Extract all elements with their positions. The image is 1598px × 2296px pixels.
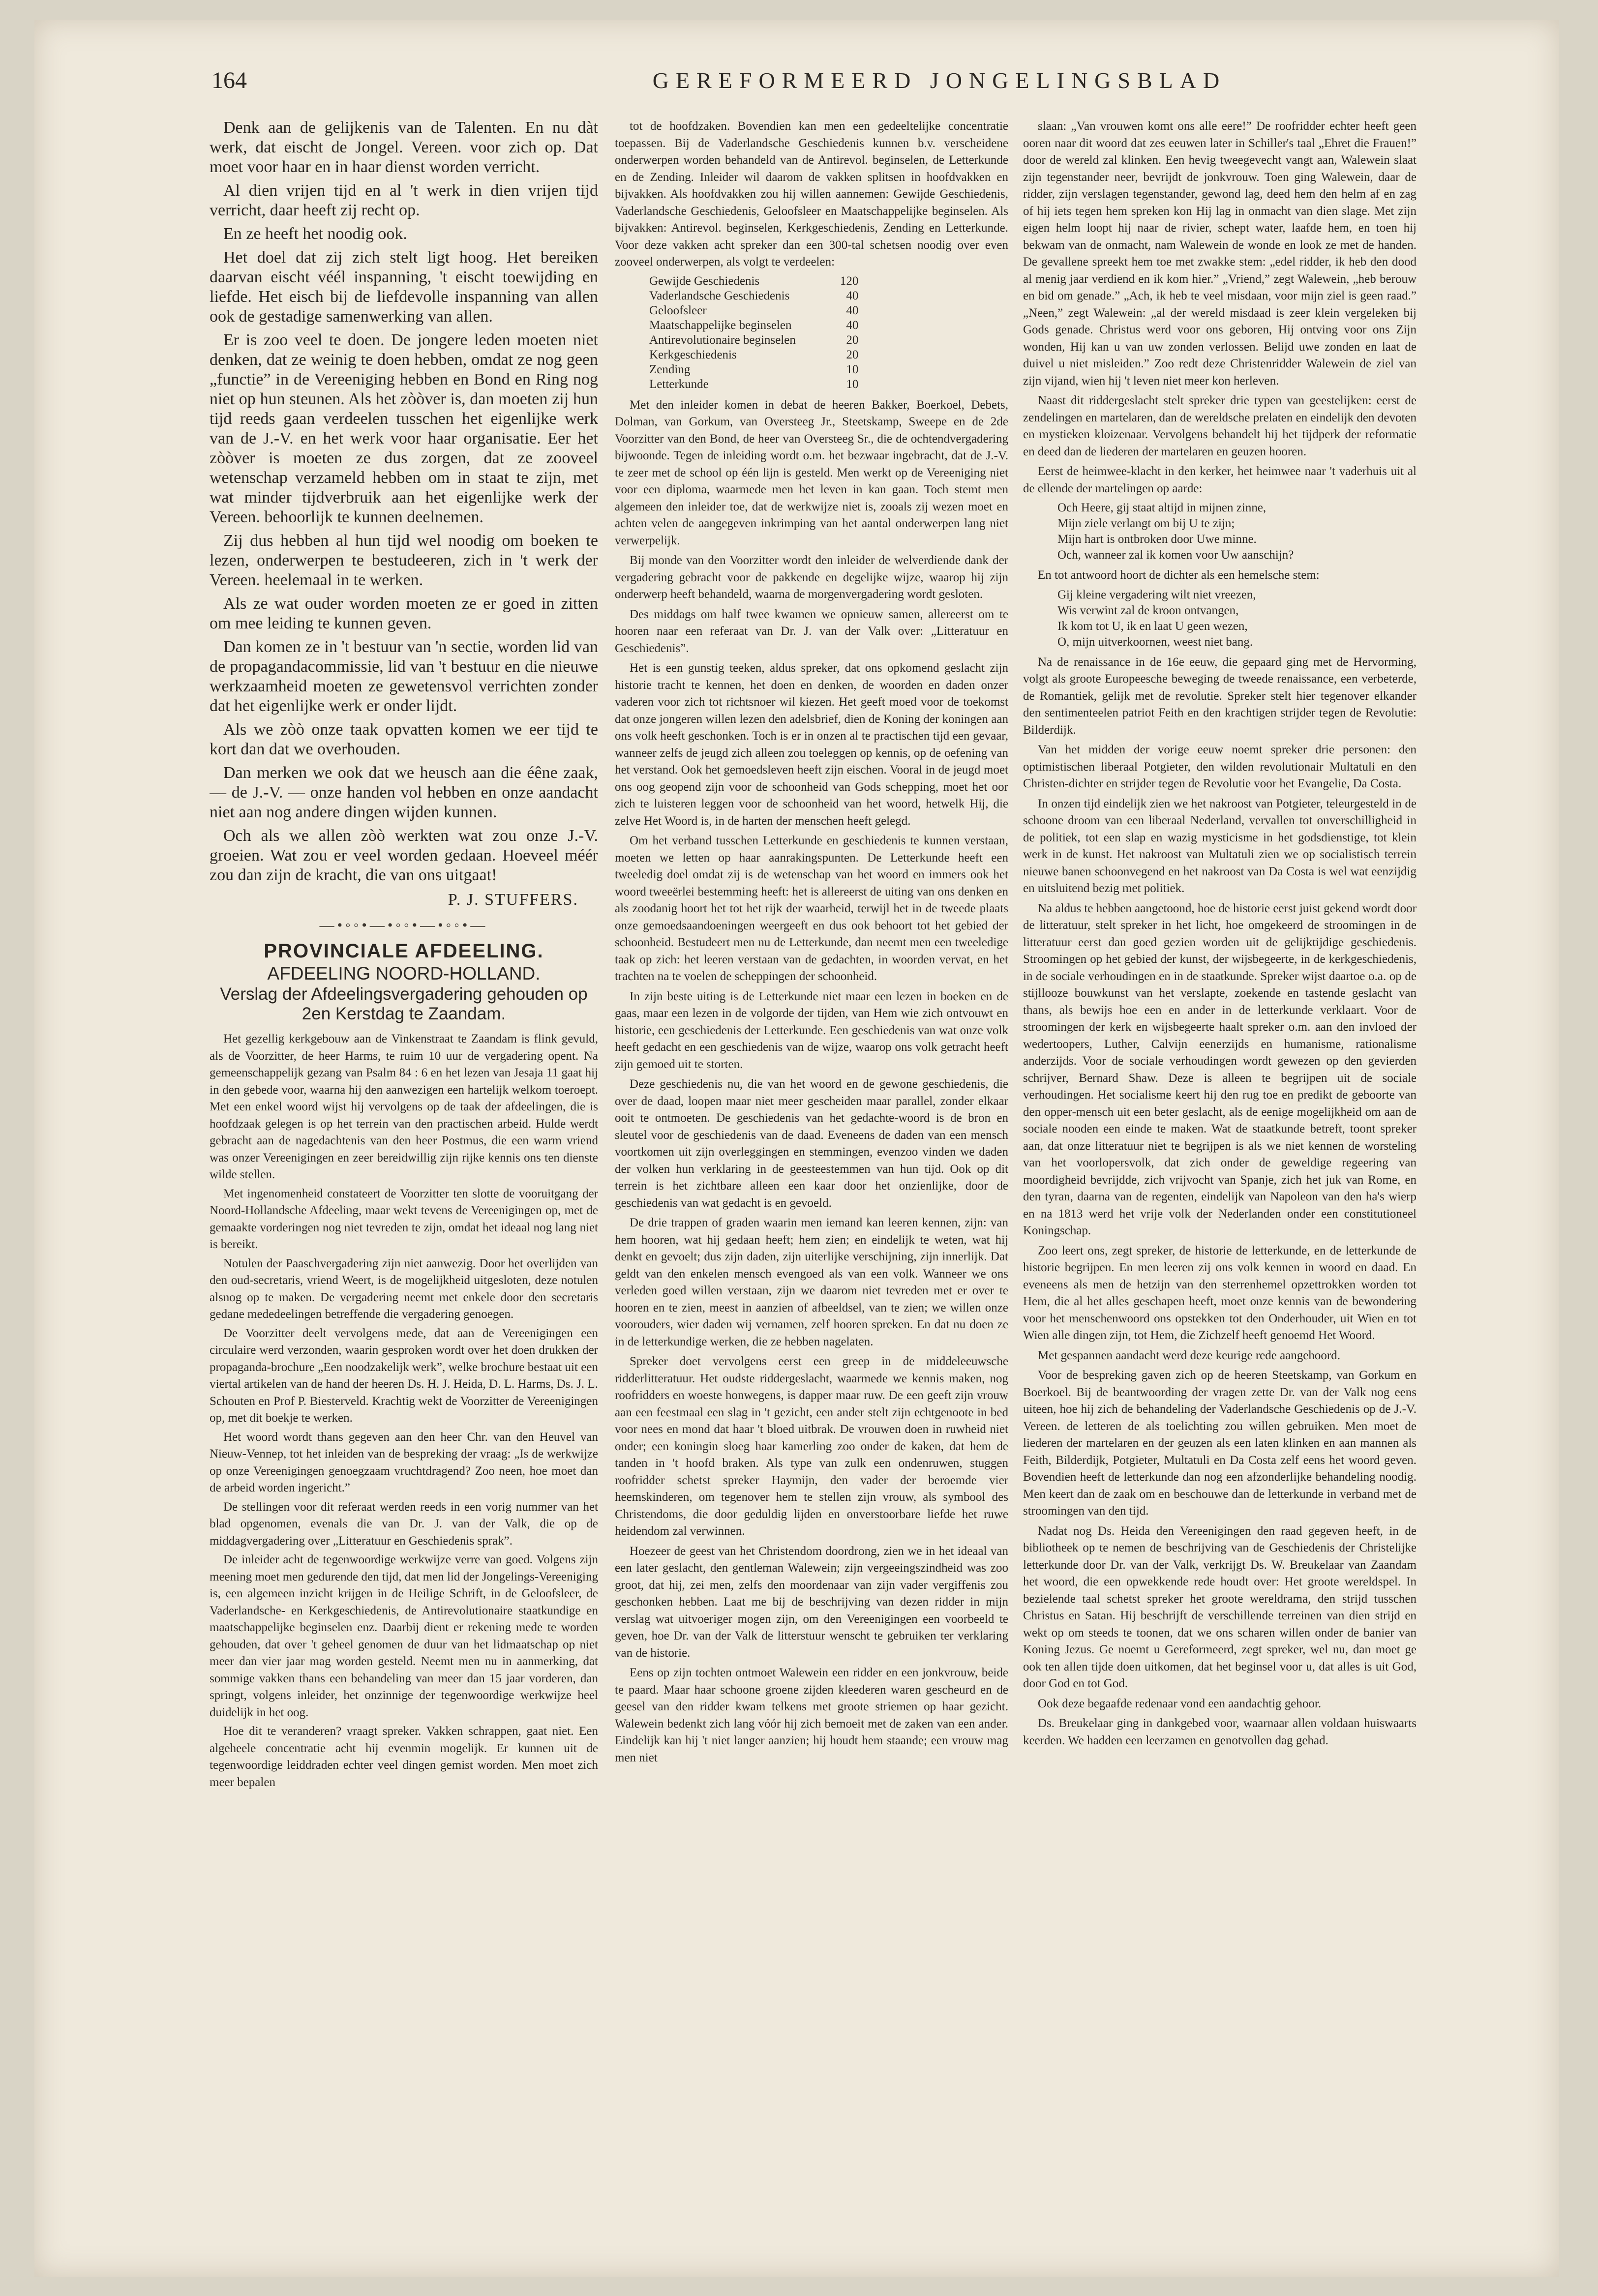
poem-line: Wis verwint zal de kroon ontvangen, [1057,603,1239,617]
paragraph: Ook deze begaafde redenaar vond een aandachtig gehoor. [1038,1697,1322,1710]
subject-cell: Maatschappelijke beginselen [649,318,792,332]
paragraph: Het doel dat zij zich stelt ligt hoog. Het bereiken daarvan eischt véél inspanning, 't eischt toewijding en liefde. Het eisch bij de liefdevolle inspanning van allen ook de gestadige samenwerking van allen. [210,248,598,326]
table-row [644,318,863,333]
paragraph: Bij monde van den Voorzitter wordt den inleider de welverdiende dank der vergadering gebracht voor de pakkende en degelijke wijze, waarop hij zijn onderwerp heeft behandeld, waarna de morgenvergadering wordt gesloten. [615,554,1008,601]
paragraph: Spreker doet vervolgens eerst een greep in de middeleeuwsche ridderlitteratuur. Het oudste riddergeslacht, waarmede we kennis maken, nog roofridders en woeste honwegens, is dapper maar ruw. De een geeft zijn vrouw aan een feestmaal een slag in 't gezicht, een ander stelt zijn echtgenoote in bed voor nees en mond dat haar 't bloed uitbrak. De vrouwen doen in ruwheid niet onder; een koningin sloeg haar kamerling zoo onder de kaken, dat hem de tanden in 't hoofd braken. Als type van zulk een ondenruwen, stuggen roofridder schetst spreker Haymijn, den vader der beroemde vier heemskinderen, om tegenover hem te stellen zijn vrouw, als symbool des Christendoms, die door geduldig lijden en onverstoorbare liefde het ruwe heidendom zal verwinnen. [615,1355,1008,1538]
paragraph: Als ze wat ouder worden moeten ze er goed in zitten om mee leiding te kunnen geven. [210,595,598,632]
poem-line: O, mijn uitverkoornen, weest niet bang. [1057,635,1253,649]
paragraph: Dan merken we ook dat we heusch aan die éêne zaak, — de J.-V. — onze handen vol hebben en onze aandacht niet aan nog andere dingen wijden kunnen. [210,764,598,821]
paragraph: En ze heeft het noodig ook. [223,225,407,243]
paragraph: Met den inleider komen in debat de heeren Bakker, Boerkoel, Debets, Dolman, van Gorkum, van Oversteeg Jr., Steetskamp, Sweepe en de 2de Voorzitter van den Bond, de heer van Oversteeg Sr., die de ochtendvergadering bijwoonde. Tegen de inleiding wordt o.m. het bezwaar ingebracht, dat de J.-V. te zeer met de school op één lijn is gesteld. Men werkt op de Vereeniging niet voor een diploma, waarmede men het leven in kan gaan. Toch stemt men algemeen den inleider toe, dat de werkwijze niet is, zooals zij wezen moet en achten velen de aangegeven inkrimping van het aantal onderwerpen lang niet verwerpelijk. [615,398,1008,547]
subject-cell: Zending [649,362,691,376]
subject-cell: Letterkunde [649,377,709,391]
section-report-title: Verslag der Afdeelingsvergadering gehouden op 2en Kerstdag te Zaandam. [220,984,588,1023]
hours-cell: 20 [846,333,859,347]
paragraph: De stellingen voor dit referaat werden reeds in een vorig nummer van het blad opgenomen, evenals die van Dr. J. van der Valk, die op de middagvergadering over „Litteratuur en Geschiedenis sprak”. [210,1500,598,1548]
paragraph: De Voorzitter deelt vervolgens mede, dat aan de Vereenigingen een circulaire werd verzonden, waarin gesproken wordt over het doen drukken der propaganda-brochure „Een noodzakelijk werk”, welke brochure bestaat uit een viertal artikelen van de hand der heeren Ds. H. J. Heida, D. L. Harms, Ds. J. L. Schouten en Prof P. Biesterveld. Krachtig wekt de Voorzitter de Vereenigingen op, met dit boekje te werken. [210,1326,598,1425]
page-header [211,67,1539,101]
table-row [644,333,863,348]
subject-cell: Antirevolutionaire beginselen [649,333,796,347]
subject-cell: Vaderlandsche Geschiedenis [649,289,790,302]
report-text-continued-3 [1023,118,1417,497]
paragraph: Ds. Breukelaar ging in dankgebed voor, waarnaar allen voldaan huiswaarts keerden. We hadden een leerzamen en genotvollen dag gehad. [1023,1717,1417,1747]
paragraph: Met gespannen aandacht werd deze keurige rede aangehoord. [1038,1348,1340,1362]
hours-cell: 40 [846,289,859,302]
subject-cell: Kerkgeschiedenis [649,348,737,361]
report-text [210,1031,598,1791]
report-text-continued-4 [1023,654,1417,1750]
poem-line: Mijn hart is ontbroken door Uwe minne. [1057,533,1257,546]
article-stuffers [210,118,598,885]
journal-title: GEREFORMEERD JONGELINGSBLAD [652,68,1227,93]
report-text-continued-2 [615,397,1008,1767]
hours-cell: 120 [840,274,859,288]
table-row [644,303,863,318]
poem-line: Ik kom tot U, ik en laat U geen wezen, [1057,619,1248,633]
report-text-continued [615,118,1008,271]
poem-stanza-2 [1057,587,1417,650]
page-number: 164 [211,67,247,93]
paragraph: Na aldus te hebben aangetoond, hoe de historie eerst juist gekend wordt door de litteratuur, stelt spreker in het licht, hoe omgekeerd de stroomingen in de litteratuur eerst dan goed gezien worden uit de gelijktijdige geschiedenis. Stroomingen op het gebied der kunst, der wijsbegeerte, in de kerkgeschiedenis, in de sociale verhoudingen en in de staatkunde. Spreker wijst daartoe o.a. op de stijllooze bouwkunst van het verslapte, zoekende en tastende geslacht van thans, als bewijs hoe een en ander in de letterkunde verklaart. Voor de stroomingen der kerk en wijsbegeerte haalt spreker o.m. aan den invloed der wedertoopers, Luther, Calvijn eenerzijds en humanisme, rationalisme anderzijds. Voor de sociale verhoudingen wordt gewezen op den gevierden schrijver, Bernard Shaw. Deze is alleen te begrijpen uit de sociale verhoudingen. Het socialisme keert hij den rug toe en predikt de geboorte van den opper-mensch uit een beter geslacht, als de eenige mogelijkheid om aan de sociale nooden een einde te maken. Wat de staatkunde betreft, toont spreker aan, dat onze litteratuur niet te begrijpen is als we niet kennen de worsteling van het voorlopersvolk, dat zich onder de geweldige regeering van moordigheid bevrijdde, zich vrijvocht van Spanje, zich het juk van Rome, en den tyran, daarna van de regenten, eindelijk van Napoleon van den ha's wierp en na 1813 werd het vrije volk der Nederlanden onder een constitutioneel Koningschap. [1023,901,1417,1237]
paragraph: Als we zòò onze taak opvatten komen we eer tijd te kort dan dat we overhouden. [210,720,598,758]
paragraph: Dan komen ze in 't bestuur van 'n sectie, worden lid van de propagandacommissie, lid van 't bestuur en die nieuwe werkzaamheid moeten ze gewetensvol verrichten zonder dat het eigenlijke werk er onder lijdt. [210,638,598,715]
paragraph: Notulen der Paaschvergadering zijn niet aanwezig. Door het overlijden van den oud-secretaris, vriend Weert, is de mogelijkheid uitgesloten, deze notulen alsnog op te maken. De vergadering neemt met enkele door den secretaris gedane mededeelingen betreffende die vergadering genoegen. [210,1256,598,1321]
paragraph: Eens op zijn tochten ontmoet Walewein een ridder en een jonkvrouw, beide te paard. Maar haar schoone groene zijden kleederen waren gescheurd en de geesel van den ridder kwam telkens met groote striemen op haar gezicht. Walewein bedenkt zich lang vóór hij zich bemoeit met de zaken van een ander. Eindelijk kan hij 't niet langer aanzien; hij houdt hem staande; een vrouw mag men niet [615,1666,1008,1764]
paragraph: Het woord wordt thans gegeven aan den heer Chr. van den Heuvel van Nieuw-Vennep, tot het inleiden van de bespreking der vraag: „Is de werkwijze op onze Vereenigingen genoegzaam vruchtdragend? Zoo neen, hoe moet dan de arbeid worden ingericht.” [210,1430,598,1494]
poem-line: Och, wanneer zal ik komen voor Uw aanschijn? [1057,548,1294,562]
paragraph: Och als we allen zòò werkten wat zou onze J.-V. groeien. Wat zou er veel worden gedaan. Hoeveel méér zou dan zijn de kracht, die van ons uitgaat! [210,827,598,884]
paragraph: Het is een gunstig teeken, aldus spreker, dat ons opkomend geslacht zijn historie tracht te kennen, het doen en denken, de woorden en daden onzer vaderen voor zich tot richtsnoer wil kiezen. Het geeft moed voor de toekomst dat onze jongeren willen lezen den adelsbrief, dien de Koning der koningen aan ons volk heeft geschonken. Toch is er in onzen al te practischen tijd een gevaar, wanneer zelfs de jeugd zich alleen zou toeleggen op kennis, op de oefening van het verstand. Ook het gemoedsleven heeft zijn eischen. Vooral in de jeugd moet ons oog geopend zijn voor de schoonheid van Gods schepping, moet het oor zich te luisteren leggen voor de schoonheid van het woord, hetwelk Hij, die zelve Het Woord is, in de harten der menschen heeft gelegd. [615,661,1008,828]
paragraph: Denk aan de gelijkenis van de Talenten. En nu dàt werk, dat eischt de Jongel. Vereen. voor zich op. Dat moet voor haar en in haar dienst worden verricht. [210,119,598,176]
poem-line: Mijn ziele verlangt om bij U te zijn; [1057,517,1235,530]
poem-intro: En tot antwoord hoort de dichter als een hemelsche stem: [1038,568,1320,582]
hours-cell: 10 [846,377,859,391]
poem-line: Gij kleine vergadering wilt niet vreezen, [1057,588,1256,601]
poem-line: Och Heere, gij staat altijd in mijnen zinne, [1057,501,1266,514]
table-row [644,377,863,392]
paragraph: Al dien vrijen tijd en al 't werk in dien vrijen tijd verricht, daar heeft zij recht op. [210,181,598,219]
column-2 [615,118,1008,2233]
paragraph: Het gezellig kerkgebouw aan de Vinkenstraat te Zaandam is flink gevuld, als de Voorzitter, de heer Harms, te ruim 10 uur de vergadering opent. Na gemeenschappelijk gezang van Psalm 84 : 6 en het lezen van Jesaja 11 gaat hij in den gebede voor, waarna hij den aanwezigen een hartelijk welkom toeroept. Met een enkel woord wijst hij vervolgens op de taak der afdeelingen, die is hoofdzaak gelegen is op het terrein van den practischen arbeid. Hulde werdt gebracht aan de nagedachtenis van den heer Postmus, die een warm vriend was onzer Vereenigingen en zeer bereidwillig zijn rijke kennis ons ten dienste wilde stellen. [210,1032,598,1181]
table-row [644,289,863,303]
table-row [644,274,863,289]
paragraph: De inleider acht de tegenwoordige werkwijze verre van goed. Volgens zijn meening moet men gedurende den tijd, dat men lid der Jongelings-Vereeniging is, een algemeen inzicht krijgen in de Heilige Schrift, in de Geloofsleer, de Vaderlandsche- en Kerkgeschiedenis, de Antirevolutionaire staatkundige en maatschappelijke beginselen enz. Daarbij dient er rekening mede te worden gehouden, dat over 't geheel genomen de duur van het lidmaatschap op niet meer dan vier jaar mag worden gesteld. Neemt men nu in aanmerking, dat sommige vakken thans een behandeling van meer dan 15 jaar vorderen, dan springt, volgens inleider, het onzinnige der tegenwoordige werkwijze heel duidelijk in het oog. [210,1553,598,1719]
paragraph: Hoezeer de geest van het Christendom doordrong, zien we in het ideaal van een later geslacht, den gentleman Walewein; zijn vergeeingszindheid was zoo groot, dat hij, zei men, zelfs den moordenaar van zijn vader vergiffenis zou geschonken hebben. Laat me bij de beschrijving van dezen ridder in mijn verslag wat uitvoeriger mogen zijn, om den Vereenigingen een voorbeeld te geven, hoe Dr. van der Valk de litterstuur wenscht te gebruiken ter verklaring van de historie. [615,1544,1008,1660]
paragraph: In zijn beste uiting is de Letterkunde niet maar een lezen in boeken en de gaas, maar een lezen in de volgorde der tijden, van Hem wie zich ontvouwt en historie, een geschiedenis der Letterkunde. Een geschiedenis van wat onze volk heeft gedacht en een geschiedenis van de wijze, waarop ons volk getracht heeft zijn gemoed uit te storten. [615,989,1008,1071]
paragraph: Zoo leert ons, zegt spreker, de historie de letterkunde, en de letterkunde de historie begrijpen. En men leeren zij ons volk kennen in woord en daad. En eveneens als men de hetzijn van den sterrenhemel opzettrokken worden tot Hem, die al het alles geschapen heeft, moet onze kennis van de bewondering voor het menschenwoord ons opstekken tot den Onderhouder, uit Wien en tot Wien alle dingen zijn, tot Hem, die Zichzelf heeft genoemd Het Woord. [1023,1244,1417,1342]
paragraph: Om het verband tusschen Letterkunde en geschiedenis te kunnen verstaan, moeten we letten op haar aanrakingspunten. De Letterkunde heeft een tweeledig doel omdat zij is de wetenschap van het woord en immers ook het woord tweeërlei bestemming heeft: het is allereerst de uiting van ons denken en als zoodanig hoort het tot het rijk der waarheid, terwijl het in de tweede plaats onze gemoedsaandoeningen weergeeft en dus ook behoort tot het gebied der schoonheid. Bestudeert men nu de Letterkunde, dan neemt men een tweeledige taak op zich: het leeren verstaan van de gedachten, in woorden vervat, en het trachten na te voelen de scheppingen der schoonheid. [615,834,1008,983]
paragraph: Hoe dit te veranderen? vraagt spreker. Vakken schrappen, gaat niet. Een algeheele concentratie acht hij evenmin mogelijk. Er kunnen uit de tegenwoordige leiddraden echter veel dingen gemist worden. Men moet zich meer bepalen [210,1725,598,1789]
poem-stanza-1 [1057,500,1417,563]
subject-hours-table [644,274,863,392]
paragraph: Eerst de heimwee-klacht in den kerker, het heimwee naar 't vaderhuis uit al de ellende der martelingen op aarde: [1023,465,1417,495]
hours-cell: 20 [846,348,859,361]
paragraph: Nadat nog Ds. Heida den Vereenigingen den raad gegeven heeft, in de bibliotheek op te nemen de beschrijving van de Geschiedenis der Christelijke letterkunde door Dr. van der Valk, verkrijgt Ds. W. Breukelaar van Zaandam het woord, die een opwekkende rede houdt over: Het groote wereldspel. In bezielende taal schetst spreker het groote wereldrama, den strijd tusschen Christus en Satan. Hij beschrijft de verschillende terreinen van dien strijd en wekt op om steeds te toonen, dat we ons scharen willen onder de banier van Koning Jezus. Ge noemt u Gereformeerd, zegt spreker, wel nu, dan moet ge ook ten allen tijde doen uitkomen, dat het beginsel voor u, dat alles is uit God, door God en tot God. [1023,1524,1417,1690]
ornament-divider: —•◦◦•—•◦◦•—•◦◦•— [319,917,488,933]
hours-cell: 10 [846,362,859,376]
paragraph: Na de renaissance in de 16e eeuw, die gepaard ging met de Hervorming, volgt als groote Europeesche beweging de tweede renaissance, een verbeterde, de Romantiek, gelijk met de revolutie. Spreker stelt hier tegenover elkander den sentimenteelen patriot Feith en den krachtigen strijder tegen de Revolutie: Bilderdijk. [1023,655,1417,737]
subject-cell: Geloofsleer [649,303,707,317]
table-row [644,362,863,377]
paragraph: De drie trappen of graden waarin men iemand kan leeren kennen, zijn: van hem hooren, wat hij gedaan heeft; hem zien; en eindelijk te weten, wat hij denkt en gevoelt; dus zijn daden, zijn uiterlijke verschijning, zijn innerlijk. Dat geldt van den enkelen mensch evengoed als van een volk. Wanneer we ons verleden goed willen verstaan, zijn we daarom niet tevreden met er over te hooren en te zien, meest in aanzien of afbeeldsel, van te zien; we willen onze voorouders, wier daden wij vernamen, zelf hooren spreken. En dat nu doen ze in de letterkundige werken, die ze hebben nagelaten. [615,1216,1008,1348]
hours-cell: 40 [846,303,859,317]
paragraph: Naast dit riddergeslacht stelt spreker drie typen van geestelijken: eerst de zendelingen en martelaren, dan de wereldsche prelaten en eindelijk den devoten en mystieken kloizenaar. Vervolgens behandelt hij het tijdperk der reformatie en deed dan de liederen der martelaren en geuzen hooren. [1023,394,1417,458]
column-1 [210,118,598,2233]
paragraph: Zij dus hebben al hun tijd wel noodig om boeken te lezen, onderwerpen te bestudeeren, zich in 't werk der Vereen. heelemaal in te werken. [210,532,598,589]
author-signature: P. J. STUFFERS. [448,891,578,909]
column-3 [1023,118,1417,2233]
section-subtitle: AFDEELING NOORD-HOLLAND. [267,963,541,984]
subject-cell: Gewijde Geschiedenis [649,274,760,288]
paragraph: In onzen tijd eindelijk zien we het nakroost van Potgieter, teleurgesteld in de schoone droom van een liberaal Nederland, vervallen tot onverschilligheid in de politiek, tot een slap en wazig mysticisme in het godsdienstige, tot klein werk in de kunst. Het nakroost van Multatuli zien we op socialistisch terrein nieuwe banen schoonvegend en het nakroost van Da Costa is wel wat eenzijdig en uitsluitend bezig met politiek. [1023,797,1417,895]
paragraph: Des middags om half twee kwamen we opnieuw samen, allereerst om te hooren naar een referaat van Dr. J. van der Valk over: „Litteratuur en Geschiedenis”. [615,607,1008,655]
hours-cell: 40 [846,318,859,332]
paragraph: Er is zoo veel te doen. De jongere leden moeten niet denken, dat ze weinig te doen hebben, omdat ze nog geen „functie” in de Vereeniging hebben en Bond en Ring nog niet op hun steunen. Als het zòòver is, dan moeten zij hun tijd reeds gaan verdeelen tusschen het eigenlijke werk van de J.-V. en het werk voor haar organisatie. Eer het zòòver is moeten ze dus zorgen, dat ze zooveel wetenschap verzameld hebben om in staat te zijn, met wat minder tijdverbruik aan het eigenlijke werk der Vereen. behoorlijk te kunnen deelnemen. [210,331,598,526]
paragraph: slaan: „Van vrouwen komt ons alle eere!” De roofridder echter heeft geen ooren naar dit woord dat zes eeuwen later in Schiller's taal „Ehret die Frauen!” door de wereld zal klinken. Een hevig tweegevecht vangt aan, Walewein slaat zijn tegenstander neer, bevrijdt de jonkvrouw. Toen ging Walewein, daar de ridder, zijn verslagen tegenstander, gewond lag, deed hem den helm af en zag of hij iets tegen hem spreken kon Hij lag in onmacht van dien slage. Met zijn eigen helm loopt hij naar de rivier, schept water, laafde hem, en toen hij bekwam van de onmacht, nam Walewein de wonde en look ze met de handen. De gevallene spreekt hem toe met zwakke stem: „edel ridder, ik heb den dood al menig jaar verdiend en ik kom hier.” „Vriend,” zegt Walewein, „heb berouw en bid om genade.” „Ach, ik heb te veel misdaan, voor mijn ziel is geen raad.” „Neen,” zegt Walewein: „al der wereld misdaad is zeer klein vergeleken bij Gods genade. Christus werd voor ons geboren, Hij ontving voor ons Zijn wonden, Hij kan u van uw zonden verlossen. Belijd uwe zonden en laat de duivel u niet misleiden.” Zoo redt deze Christenridder Walewein de ziel van zijn vijand, wien hij 't leven niet meer kon herleven. [1023,119,1417,388]
paragraph: Deze geschiedenis nu, die van het woord en de gewone geschiedenis, die over de daad, loopen maar niet meer gescheiden maar parallel, zonder elkaar ooit te ontmoeten. De geschiedenis van het gedachte-woord is de bron en sleutel voor de geschiedenis van de daad. Eveneens de daden van een mensch voortkomen uit zijn overleggingen en stemmingen, evenzoo vinden we daden der volken hun verklaring in de geesteestemmen van hun tijd. Ook op dit terrein is het zichtbare alleen een kaar door het onzienlijke, door de geschiedenis van wat gedacht is en gevoeld. [615,1077,1008,1210]
paragraph: tot de hoofdzaken. Bovendien kan men een gedeeltelijke concentratie toepassen. Bij de Vaderlandsche Geschiedenis kunnen b.v. verscheidene onderwerpen worden behandeld van de Antirevol. beginselen, de Letterkunde en de Zending. Inleider wil daarom de vakken splitsen in hoofdvakken en bijvakken. Als hoofdvakken zou hij willen aannemen: Gewijde Geschiedenis, Vaderlandsche Geschiedenis, Geloofsleer en Maatschappelijke beginselen. Als bijvakken: Antirevol. beginselen, Kerkgeschiedenis, Zending en Letterkunde. Voor deze vakken acht spreker dan een 300-tal schetsen noodig over even zooveel onderwerpen, als volgt te verdeelen: [615,119,1008,268]
section-title: PROVINCIALE AFDEELING. [264,940,544,962]
paragraph: Voor de bespreking gaven zich op de heeren Steetskamp, van Gorkum en Boerkoel. Bij de beantwoording der vragen zette Dr. van der Valk nog eens uiteen, hoe hij zich de behandeling der Vaderlandsche Geschiedenis op de J.-V. Vereen. de letteren de als toelichting zou willen gebruiken. Men moet de liederen der martelaren en der geuzen als een laten klinken en aan mannen als Feith, Bilderdijk, Potgieter, Multatuli en Da Costa zelf eens het woord geven. Bovendien heeft de letterkunde dan nog een afzonderlijke behandeling noodig. Men keert dan de zaak om en beschouwe dan de letterkunde in verband met de stroomingen van den tijd. [1023,1369,1417,1518]
paragraph: Van het midden der vorige eeuw noemt spreker drie personen: den optimistischen liberaal Potgieter, den wilden revolutionair Multatuli en den Christen-dichter en strijder tegen de Revolutie voor het Evangelie, Da Costa. [1023,743,1417,790]
paragraph: Met ingenomenheid constateert de Voorzitter ten slotte de vooruitgang der Noord-Hollandsche Afdeeling, maar wekt tevens de Vereenigingen op, met de gemaakte vorderingen nog niet tevreden te zijn, omdat het ideaal nog lang niet is bereikt. [210,1187,598,1251]
newspaper-page [34,20,1559,2277]
table-row [644,348,863,362]
